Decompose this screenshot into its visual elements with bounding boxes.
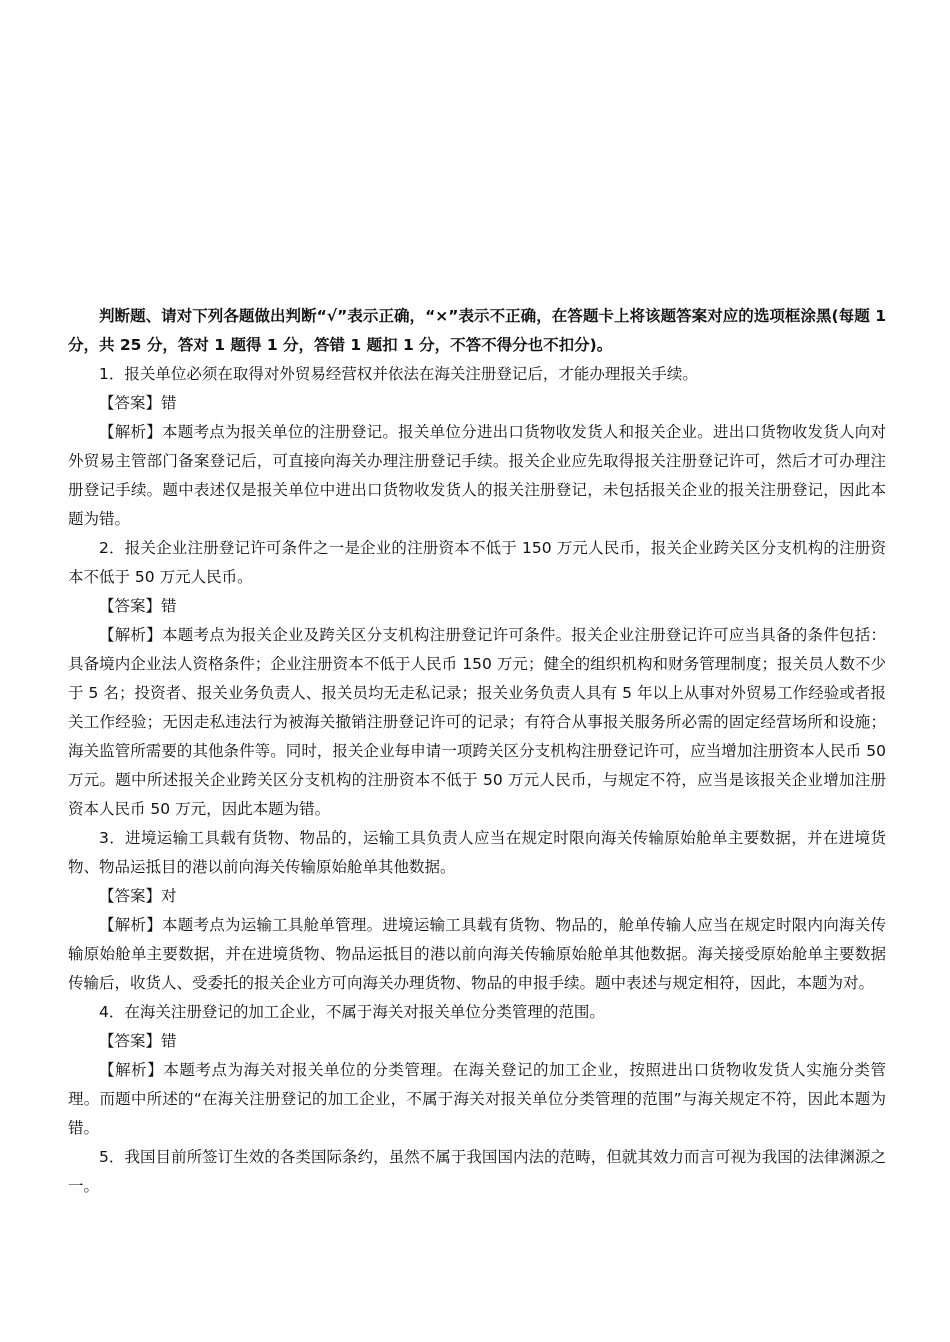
analysis-1: 【解析】本题考点为报关单位的注册登记。报关单位分进出口货物收发货人和报关企业。进出口货物收发货人向对外贸易主管部门备案登记后，可直接向海关办理注册登记手续。报关企业应先取得报关注册登记许可，然后才可办理注册登记手续。题中表述仅是报关单位中进出口货物收发货人的报关注册登记，未包括报关企业的报关注册登记，因此本题为错。	[68, 423, 886, 528]
question-2: 2．报关企业注册登记许可条件之一是企业的注册资本不低于 150 万元人民币，报关企业跨关区分支机构的注册资本不低于 50 万元人民币。	[68, 539, 886, 586]
answer-2: 【答案】错	[99, 597, 177, 615]
question-1: 1．报关单位必须在取得对外贸易经营权并依法在海关注册登记后，才能办理报关手续。	[99, 365, 698, 383]
analysis-2: 【解析】本题考点为报关企业及跨关区分支机构注册登记许可条件。报关企业注册登记许可应当具备的条件包括：具备境内企业法人资格条件；企业注册资本不低于人民币 150 万元；健全的组织机构和财务管理制度；报关员人数不少于 5 名；投资者、报关业务负责人、报关员均无走私记录；报关业务负责人具有 5 年以上从事对外贸易工作经验或者报关工作经验；无因走私违法行为被海关撤销注册登记许可的记录；有符合从事报关服务所必需的固定经营场所和设施；海关监管所需要的其他条件等。同时，报关企业每申请一项跨关区分支机构注册登记许可，应当增加注册资本人民币 50 万元。题中所述报关企业跨关区分支机构的注册资本不低于 50 万元人民币，与规定不符，应当是该报关企业增加注册资本人民币 50 万元，因此本题为错。	[68, 626, 886, 818]
question-4: 4．在海关注册登记的加工企业，不属于海关对报关单位分类管理的范围。	[99, 1003, 605, 1021]
answer-4: 【答案】错	[99, 1032, 177, 1050]
answer-3: 【答案】对	[99, 887, 177, 905]
analysis-4: 【解析】本题考点为海关对报关单位的分类管理。在海关登记的加工企业，按照进出口货物收发货人实施分类管理。而题中所述的“在海关注册登记的加工企业，不属于海关对报关单位分类管理的范围”与海关规定不符，因此本题为错。	[68, 1061, 886, 1137]
answer-1: 【答案】错	[99, 394, 177, 412]
question-5: 5．我国目前所签订生效的各类国际条约，虽然不属于我国国内法的范畴，但就其效力而言可视为我国的法律渊源之一。	[68, 1148, 886, 1195]
document-page	[68, 302, 886, 1201]
section-instruction: 判断题、请对下列各题做出判断“√”表示正确，“×”表示不正确，在答题卡上将该题答案对应的选项框涂黑(每题 1 分，共 25 分，答对 1 题得 1 分，答错 1 题扣 1 分，不答不得分也不扣分)。	[68, 307, 886, 354]
analysis-3: 【解析】本题考点为运输工具舱单管理。进境运输工具载有货物、物品的，舱单传输人应当在规定时限内向海关传输原始舱单主要数据，并在进境货物、物品运抵目的港以前向海关传输原始舱单其他数据。海关接受原始舱单主要数据传输后，收货人、受委托的报关企业方可向海关办理货物、物品的申报手续。题中表述与规定相符，因此，本题为对。	[68, 916, 886, 992]
question-3: 3．进境运输工具载有货物、物品的，运输工具负责人应当在规定时限向海关传输原始舱单主要数据，并在进境货物、物品运抵目的港以前向海关传输原始舱单其他数据。	[68, 829, 886, 876]
